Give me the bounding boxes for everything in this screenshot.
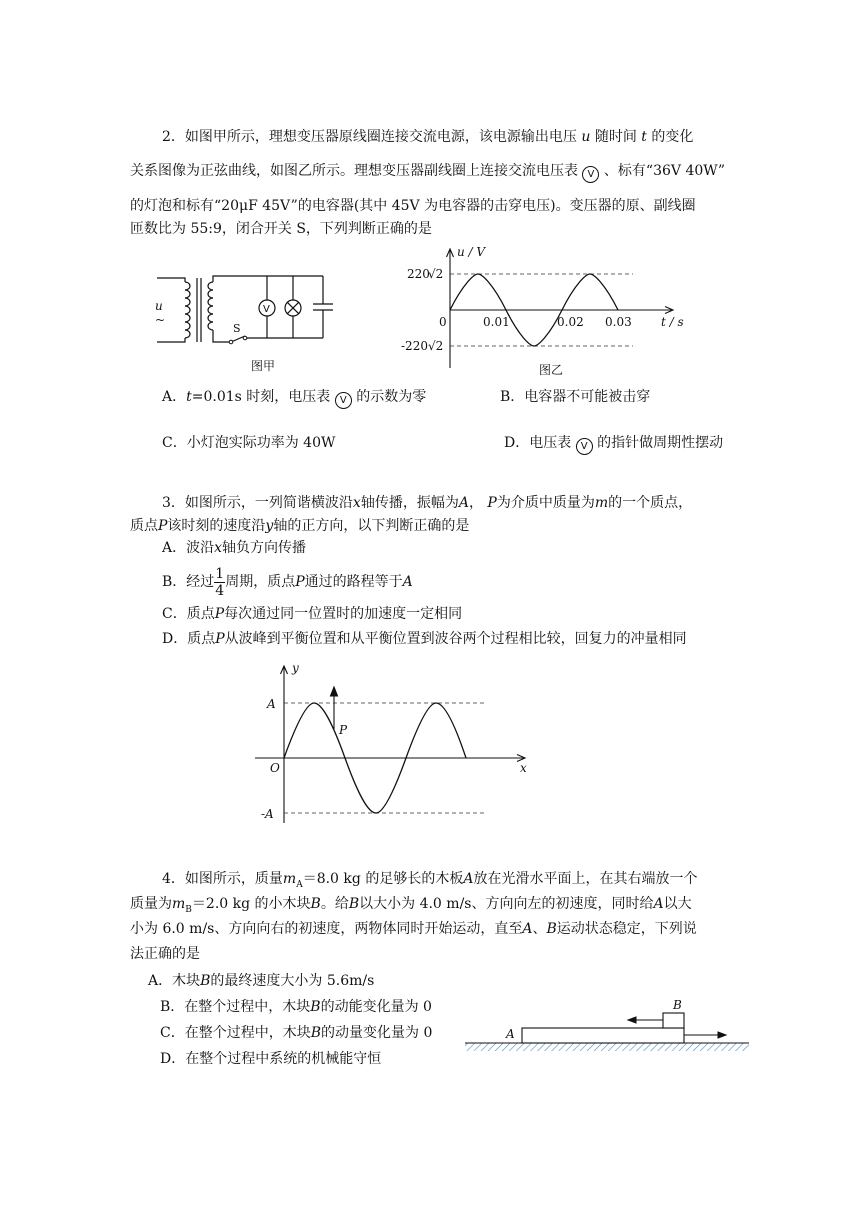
p-variable: P	[158, 518, 168, 534]
origin-label: 0	[439, 315, 447, 329]
b-variable: B	[310, 896, 321, 912]
option-text: 的指针做周期性摆动	[597, 435, 724, 451]
q2-option-a	[162, 388, 426, 409]
q2-text: 随时间	[594, 129, 637, 145]
q2-text: 的变化	[651, 129, 694, 145]
option-text: 通过的路程等于	[304, 574, 403, 590]
q3-wave-figure	[255, 658, 545, 828]
y-axis-label: u / V	[457, 245, 486, 259]
m-variable: m	[594, 495, 609, 511]
q2-option-c: C．小灯泡实际功率为 40W	[162, 435, 336, 451]
amplitude-label: A	[267, 697, 276, 711]
option-text: A．木块	[148, 973, 201, 989]
q3-text: 该时刻的速度沿	[167, 518, 266, 534]
q4-option-b	[160, 998, 432, 1016]
tilde-label: ~	[155, 313, 166, 327]
q3-text: 质点	[130, 518, 158, 534]
t-variable: t	[641, 129, 647, 145]
x-tick-label: 0.01	[483, 315, 510, 329]
q3-text: 轴传播，振幅为	[360, 495, 459, 511]
figure-caption: 图乙	[539, 363, 564, 377]
option-text: C．质点	[162, 606, 215, 622]
x-axis-label: x	[520, 761, 527, 775]
b-variable: B	[310, 1025, 322, 1041]
q4-line-2	[130, 895, 692, 919]
option-text: C．在整个过程中，木块	[160, 1025, 311, 1041]
q3-text: 为介质中质量为	[496, 495, 595, 511]
a-variable: A	[653, 896, 664, 912]
q4-option-d: D．在整个过程中系统的机械能守恒	[160, 1051, 382, 1067]
b-variable: B	[200, 973, 211, 989]
point-p-label: P	[339, 723, 348, 737]
voltmeter-symbol: V	[582, 166, 599, 183]
subscript-a: A	[296, 879, 303, 890]
u-label: u	[155, 299, 163, 313]
q4-text: 、	[532, 921, 547, 937]
q3-text: 轴的正方向，以下判断正确的是	[273, 518, 470, 534]
t-variable: t	[186, 389, 192, 405]
q4-text: 质量为	[130, 896, 172, 912]
p-variable: P	[295, 574, 305, 590]
fraction-numerator: 1	[215, 565, 225, 582]
option-text: 每次通过同一位置时的加速度一定相同	[224, 606, 463, 622]
m-variable: m	[172, 896, 186, 912]
voltmeter-symbol: V	[335, 392, 352, 409]
option-text: 的最终速度大小为 5.6m/s	[210, 973, 375, 989]
q3-option-d	[162, 630, 687, 648]
a-variable: A	[463, 871, 474, 887]
fraction-denominator: 4	[215, 582, 225, 599]
b-variable: B	[310, 999, 321, 1015]
a-variable: A	[522, 921, 533, 937]
a-variable: A	[458, 495, 469, 511]
q3-option-c	[162, 605, 462, 623]
option-text: A．波沿	[162, 540, 215, 556]
option-text: A．	[162, 389, 187, 405]
voltmeter-label: V	[263, 304, 270, 315]
x-variable: x	[352, 495, 361, 511]
q4-text: 4．如图所示，质量	[162, 871, 283, 887]
q2-option-d	[504, 434, 723, 455]
q2-line-4: 匝数比为 55:9，闭合开关 S，下列判断正确的是	[130, 221, 432, 237]
y-variable: y	[265, 518, 274, 534]
block-b	[663, 1013, 684, 1028]
p-variable: P	[214, 606, 225, 622]
q2-text: 、标有“36V 40W”	[603, 163, 726, 179]
q3-line-1	[162, 494, 692, 512]
q4-line-1	[162, 870, 697, 894]
q4-text: ＝8.0 kg 的足够长的木板	[302, 871, 464, 887]
option-text: 周期，质点	[225, 574, 296, 590]
q4-text: 运动状态稳定，下列说	[556, 921, 697, 937]
p-variable: P	[215, 631, 225, 647]
q3-text: 3．如图所示，一列简谐横波沿	[162, 495, 353, 511]
fraction-one-quarter	[214, 566, 225, 599]
option-text: 轴负方向传播	[222, 540, 307, 556]
sqrt2-label: √2	[428, 339, 444, 353]
q4-text: 。给	[320, 896, 349, 912]
ground-hatching	[465, 1043, 749, 1051]
voltmeter-symbol: V	[576, 438, 593, 455]
x-axis-label: t / s	[661, 315, 684, 329]
x-tick-label: 0.02	[557, 315, 584, 329]
q4-text: ＝2.0 kg 的小木块	[191, 896, 311, 912]
figure-jia-circuit	[145, 270, 345, 380]
q3-line-2	[130, 517, 469, 535]
q2-line-3: 的灯泡和标有“20μF 45V”的电容器(其中 45V 为电容器的击穿电压)。变压器的原、副线圈	[130, 198, 696, 214]
q4-option-c	[160, 1024, 432, 1042]
q3-text: ，	[468, 495, 483, 511]
q3-text: 的一个质点，	[608, 495, 693, 511]
q4-text: 小为 6.0 m/s、方向向右的初速度，两物体同时开始运动，直至	[130, 921, 523, 937]
negative-amplitude-label: -A	[261, 807, 274, 821]
origin-label: O	[270, 761, 280, 775]
q4-line-4: 法正确的是	[130, 946, 200, 962]
q2-text: 2．如图甲所示，理想变压器原线圈连接交流电源，该电源输出电压	[162, 129, 577, 145]
y-max-label: 220	[407, 267, 430, 281]
p-variable: P	[487, 495, 497, 511]
b-variable: B	[348, 896, 360, 912]
q4-text: 以大	[663, 896, 692, 912]
q2-line-2	[130, 162, 725, 183]
u-variable: u	[581, 129, 591, 145]
q4-line-3	[130, 920, 697, 938]
q3-option-b	[162, 564, 413, 600]
x-variable: x	[214, 540, 223, 556]
q2-text: 关系图像为正弦曲线，如图乙所示。理想变压器副线圈上连接交流电压表	[130, 163, 578, 179]
figure-yi-graph	[395, 240, 695, 380]
option-text: B．在整个过程中，木块	[160, 999, 311, 1015]
y-min-label: -220	[401, 339, 428, 353]
plank-a-label: A	[506, 1027, 515, 1041]
q4-text: 放在光滑水平面上，在其右端放一个	[473, 871, 698, 887]
option-text: B．经过	[162, 574, 215, 590]
switch-label: S	[233, 322, 241, 335]
figure-caption: 图甲	[251, 359, 276, 373]
m-variable: m	[282, 871, 297, 887]
plank-a	[522, 1028, 684, 1043]
q4-text: 以大小为 4.0 m/s、方向向左的初速度，同时给	[359, 896, 654, 912]
block-b-label: B	[673, 998, 682, 1012]
option-text: 的示数为零	[356, 389, 427, 405]
option-text: D．电压表	[504, 435, 572, 451]
option-text: =0.01s 时刻，电压表	[191, 389, 331, 405]
a-variable: A	[402, 574, 413, 590]
q3-option-a	[162, 539, 306, 557]
x-tick-label: 0.03	[605, 315, 632, 329]
y-axis-label: y	[292, 661, 299, 675]
q4-plank-figure	[462, 998, 752, 1065]
option-text: D．质点	[162, 631, 216, 647]
sqrt2-label: √2	[428, 267, 444, 281]
b-variable: B	[546, 921, 557, 937]
subscript-b: B	[185, 904, 192, 915]
q4-option-a	[148, 972, 374, 990]
q2-option-b: B．电容器不可能被击穿	[500, 389, 651, 405]
option-text: 从波峰到平衡位置和从平衡位置到波谷两个过程相比较，回复力的冲量相同	[224, 631, 687, 647]
option-text: 的动量变化量为 0	[321, 1025, 433, 1041]
option-text: 的动能变化量为 0	[320, 999, 432, 1015]
q2-line-1	[162, 128, 693, 146]
